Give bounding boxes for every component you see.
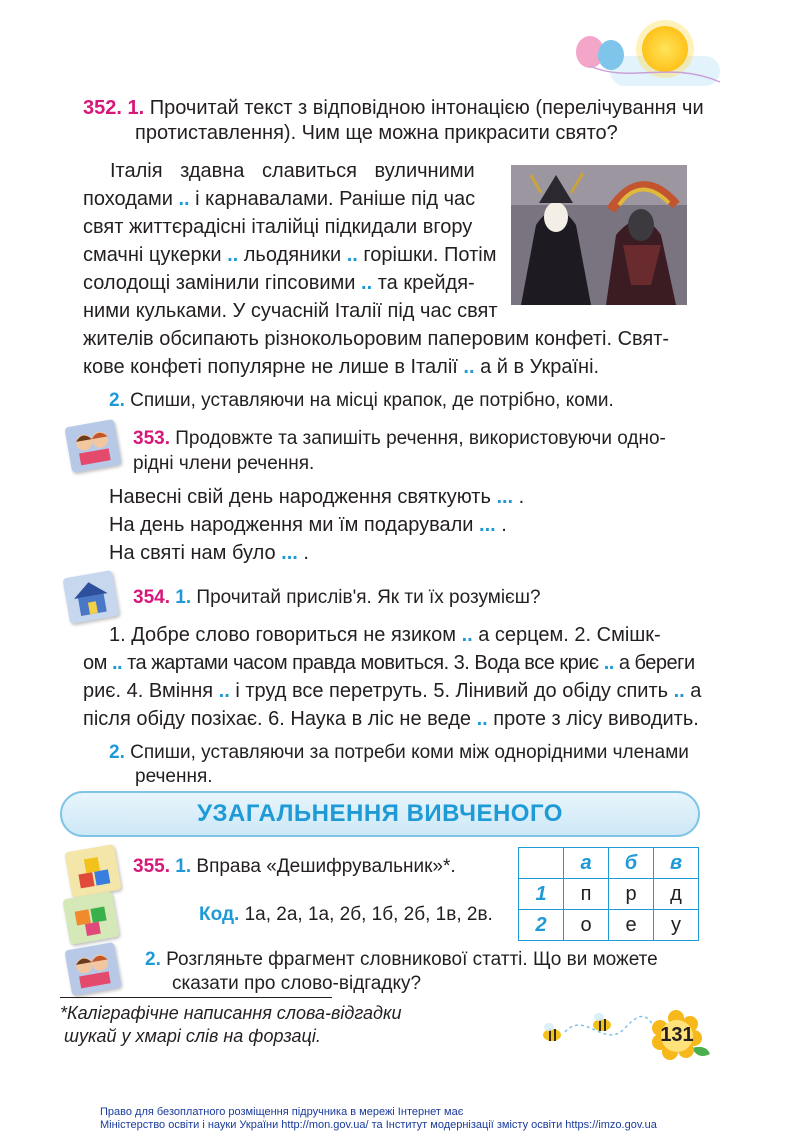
cipher-cell: д xyxy=(654,879,699,910)
proverbs-line: ом .. та жартами часом правда мовиться. 3. Вода все криє .. а береги xyxy=(83,652,695,674)
task-353-number: 353. xyxy=(133,428,170,449)
text-line: кове конфеті популярне не лише в Італії .. а й в Україні. xyxy=(83,356,600,378)
blank-dots: .. xyxy=(603,652,614,674)
text-line: смачні цукерки .. льодяники .. горішки. Потім xyxy=(83,244,497,266)
task-354-part2-line1: 2. Спиши, уставляючи за потреби коми між однорідними членами xyxy=(109,742,689,763)
code-label: Код. xyxy=(199,904,240,925)
blank-dots: .. xyxy=(111,652,123,674)
sunflower-page-badge-icon xyxy=(648,1008,712,1064)
cipher-row xyxy=(519,910,699,941)
cipher-row-header: 1 xyxy=(519,879,564,910)
section-title: УЗАГАЛЬНЕННЯ ВИВЧЕНОГО xyxy=(197,800,563,827)
cipher-row-header: 2 xyxy=(519,910,564,941)
task-354-heading: 354. 1. Прочитай прислів'я. Як ти їх розумієш? xyxy=(133,587,541,608)
balloons-sun-decoration-icon xyxy=(570,20,730,90)
blank-dots: .. xyxy=(227,244,239,266)
text-line: походами .. і карнавалами. Раніше під час xyxy=(83,188,476,210)
proverbs-line: риє. 4. Вміння .. і труд все перетруть. 5. Лінивий до обіду спить .. а xyxy=(83,680,702,702)
section-title-banner xyxy=(60,791,700,837)
sentence-3: На святі нам було ... . xyxy=(109,542,309,564)
page-number: 131 xyxy=(660,1024,694,1046)
code-value: 1а, 2а, 1а, 2б, 1б, 2б, 1в, 2в. xyxy=(244,904,493,925)
footnote-line2: шукай у хмарі слів на форзаці. xyxy=(64,1026,321,1046)
task-352-part1-number: 1. xyxy=(127,97,145,119)
sentence-1: Навесні свій день народження святкують ... . xyxy=(109,486,525,508)
cipher-cell: у xyxy=(654,910,699,941)
task-353-heading-line2: рідні члени речення. xyxy=(133,453,315,474)
task-354-part2-number: 2. xyxy=(109,742,125,763)
cipher-corner-cell xyxy=(519,848,564,879)
blank-dots: .. xyxy=(178,188,190,210)
task-352-heading-line2: протиставлення). Чим ще можна прикрасити свято? xyxy=(135,122,618,144)
text-line: солодощі замінили гіпсовими .. та крейдя- xyxy=(83,272,475,294)
task-354-part1-number: 1. xyxy=(175,587,192,608)
task-352-number: 352. xyxy=(83,97,122,119)
blank-dots: ... xyxy=(496,486,514,508)
task-355-part2-number: 2. xyxy=(145,949,161,970)
cipher-cell: е xyxy=(609,910,654,941)
task-355-number: 355. xyxy=(133,856,170,877)
blank-dots: .. xyxy=(346,244,358,266)
toy-blocks-icon xyxy=(64,844,121,898)
letter-blocks-icon xyxy=(62,891,119,945)
task-354-part2-line2: речення. xyxy=(135,766,213,787)
cipher-cell: р xyxy=(609,879,654,910)
task-354-number: 354. xyxy=(133,587,170,608)
cipher-col-header: в xyxy=(654,848,699,879)
task-352-part2-number: 2. xyxy=(109,390,125,411)
footnote-rule xyxy=(60,997,332,998)
blank-dots: .. xyxy=(476,708,488,730)
cipher-header-row xyxy=(519,848,699,879)
cipher-col-header: а xyxy=(564,848,609,879)
text-line: жителів обсипають різнокольоровим паперовим конфеті. Свят- xyxy=(83,328,670,350)
task-352-part1-text: Прочитай текст з відповідною інтонацією (перелічування чи xyxy=(149,97,704,119)
cipher-col-header: б xyxy=(609,848,654,879)
task-352-part2: 2. Спиши, уставляючи на місці крапок, де потрібно, коми. xyxy=(109,390,614,411)
blank-dots: ... xyxy=(479,514,496,536)
task-355-code xyxy=(199,901,493,929)
house-icon xyxy=(62,570,119,624)
footer-line2: Міністерство освіти і науки України http://mon.gov.ua/ та Інститут модернізації змісту освіти https://imzo.gov.ua xyxy=(100,1119,657,1131)
task-355-part2-line2: сказати про слово-відгадку? xyxy=(172,973,422,994)
cipher-table xyxy=(518,847,699,941)
task-352-heading-line1 xyxy=(83,94,704,122)
children-reading-icon xyxy=(64,419,121,473)
text-line: ними кульками. У сучасній Італії під час свят xyxy=(83,300,498,322)
footnote-line1: *Каліграфічне написання слова-відгадки xyxy=(60,1003,402,1023)
blank-dots: .. xyxy=(361,272,373,294)
sentence-2: На день народження ми їм подарували ... . xyxy=(109,514,507,536)
children-reading-icon xyxy=(64,942,121,996)
cipher-row xyxy=(519,879,699,910)
blank-dots: ... xyxy=(281,542,298,564)
blank-dots: .. xyxy=(218,680,230,702)
text-line: свят життєрадісні італійці підкидали вгору xyxy=(83,216,473,238)
task-355-heading: 355. 1. Вправа «Дешифрувальник»*. xyxy=(133,856,456,877)
bee-flight-path xyxy=(560,1010,660,1050)
cipher-cell: п xyxy=(564,879,609,910)
proverbs-line: 1. Добре слово говориться не язиком .. а серцем. 2. Смішк- xyxy=(109,624,661,646)
carnival-masks-photo xyxy=(511,165,687,305)
text-line: Італія здавна славиться вуличними xyxy=(110,160,475,182)
task-355-part2-line1: 2. Розгляньте фрагмент словникової статті. Що ви можете xyxy=(145,949,658,970)
proverbs-line: після обіду позіхає. 6. Наука в ліс не веде .. проте з лісу виводить. xyxy=(83,708,699,730)
task-353-heading-line1: 353. Продовжте та запишіть речення, використовуючи одно- xyxy=(133,428,666,449)
cipher-cell: о xyxy=(564,910,609,941)
blank-dots: .. xyxy=(463,356,475,378)
blank-dots: .. xyxy=(461,624,473,646)
footer-line1: Право для безоплатного розміщення підручника в мережі Інтернет має xyxy=(100,1106,464,1118)
blank-dots: .. xyxy=(673,680,685,702)
task-355-part1-number: 1. xyxy=(175,856,192,877)
